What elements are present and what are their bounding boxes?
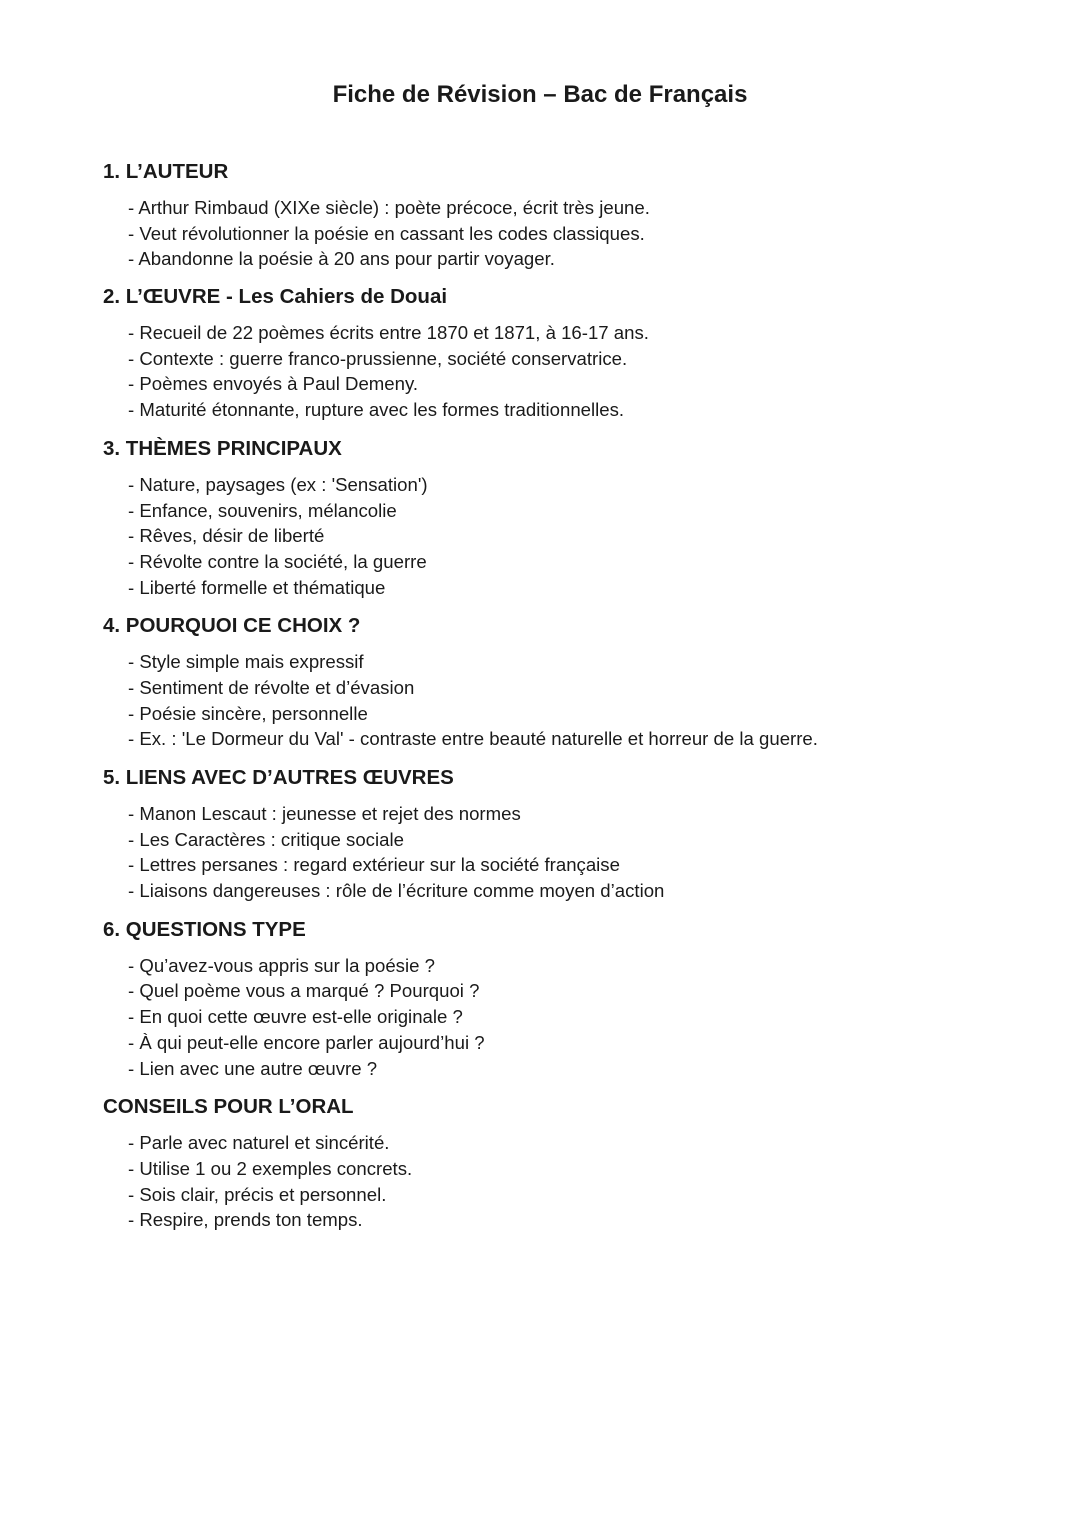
- section-heading: 2. L’ŒUVRE - Les Cahiers de Douai: [103, 285, 448, 309]
- section-heading: 5. LIENS AVEC D’AUTRES ŒUVRES: [103, 766, 454, 789]
- section-links: [103, 764, 1003, 904]
- bullet-list: [128, 953, 1003, 1081]
- list-item: - Maturité étonnante, rupture avec les formes traditionnelles.: [128, 399, 625, 421]
- list-item: - Recueil de 22 poèmes écrits entre 1870 et 1871, à 16-17 ans.: [128, 322, 649, 344]
- list-item: - Rêves, désir de liberté: [128, 525, 325, 547]
- list-item: - À qui peut-elle encore parler aujourd’hui ?: [128, 1031, 485, 1053]
- list-item: - Contexte : guerre franco-prussienne, société conservatrice.: [128, 347, 628, 369]
- list-item: - Style simple mais expressif: [128, 651, 364, 673]
- bullet-list: [128, 1130, 1003, 1233]
- list-item: - Poèmes envoyés à Paul Demeny.: [128, 373, 419, 395]
- page-title: Fiche de Révision – Bac de Français: [332, 81, 748, 108]
- section-oral-tips: [103, 1093, 1003, 1233]
- list-item: - Manon Lescaut : jeunesse et rejet des normes: [128, 803, 521, 824]
- section-heading: 6. QUESTIONS TYPE: [103, 917, 306, 941]
- bullet-list: [128, 472, 1003, 600]
- bullet-list: [128, 195, 1003, 272]
- bullet-list: [128, 320, 1003, 423]
- section-heading: 3. THÈMES PRINCIPAUX: [103, 436, 342, 460]
- list-item: - Ex. : 'Le Dormeur du Val' - contraste entre beauté naturelle et horreur de la guerre.: [128, 728, 818, 750]
- list-item: - Liaisons dangereuses : rôle de l’écriture comme moyen d’action: [128, 880, 665, 902]
- section-heading: 4. POURQUOI CE CHOIX ?: [103, 614, 361, 638]
- section-heading: CONSEILS POUR L’ORAL: [103, 1095, 354, 1119]
- section-choice: [103, 612, 1003, 752]
- list-item: - Poésie sincère, personnelle: [128, 702, 368, 724]
- list-item: - Parle avec naturel et sincérité.: [128, 1132, 390, 1154]
- bullet-list: [128, 649, 1003, 752]
- list-item: - Liberté formelle et thématique: [128, 576, 386, 598]
- bullet-list: [128, 801, 1003, 904]
- list-item: - Enfance, souvenirs, mélancolie: [128, 499, 397, 521]
- list-item: - Sentiment de révolte et d’évasion: [128, 676, 415, 698]
- list-item: - Révolte contre la société, la guerre: [128, 550, 427, 572]
- section-author: [103, 158, 1003, 272]
- list-item: - Lien avec une autre œuvre ?: [128, 1057, 378, 1079]
- list-item: - Respire, prends ton temps.: [128, 1209, 363, 1231]
- section-questions: [103, 916, 1003, 1081]
- list-item: - Abandonne la poésie à 20 ans pour partir voyager.: [128, 248, 555, 270]
- list-item: - Nature, paysages (ex : 'Sensation'): [128, 473, 428, 495]
- list-item: - Utilise 1 ou 2 exemples concrets.: [128, 1157, 413, 1179]
- list-item: - Qu’avez-vous appris sur la poésie ?: [128, 954, 435, 976]
- list-item: - Lettres persanes : regard extérieur sur la société française: [128, 854, 620, 876]
- section-work: [103, 283, 1003, 423]
- list-item: - Veut révolutionner la poésie en cassant les codes classiques.: [128, 222, 645, 244]
- list-item: - Sois clair, précis et personnel.: [128, 1183, 387, 1205]
- list-item: - Quel poème vous a marqué ? Pourquoi ?: [128, 980, 480, 1002]
- list-item: - Arthur Rimbaud (XIXe siècle) : poète précoce, écrit très jeune.: [128, 197, 650, 218]
- section-heading: 1. L’AUTEUR: [103, 160, 229, 183]
- list-item: - Les Caractères : critique sociale: [128, 828, 404, 850]
- section-themes: [103, 435, 1003, 600]
- list-item: - En quoi cette œuvre est-elle originale ?: [128, 1006, 463, 1028]
- document-content: [103, 158, 1003, 1233]
